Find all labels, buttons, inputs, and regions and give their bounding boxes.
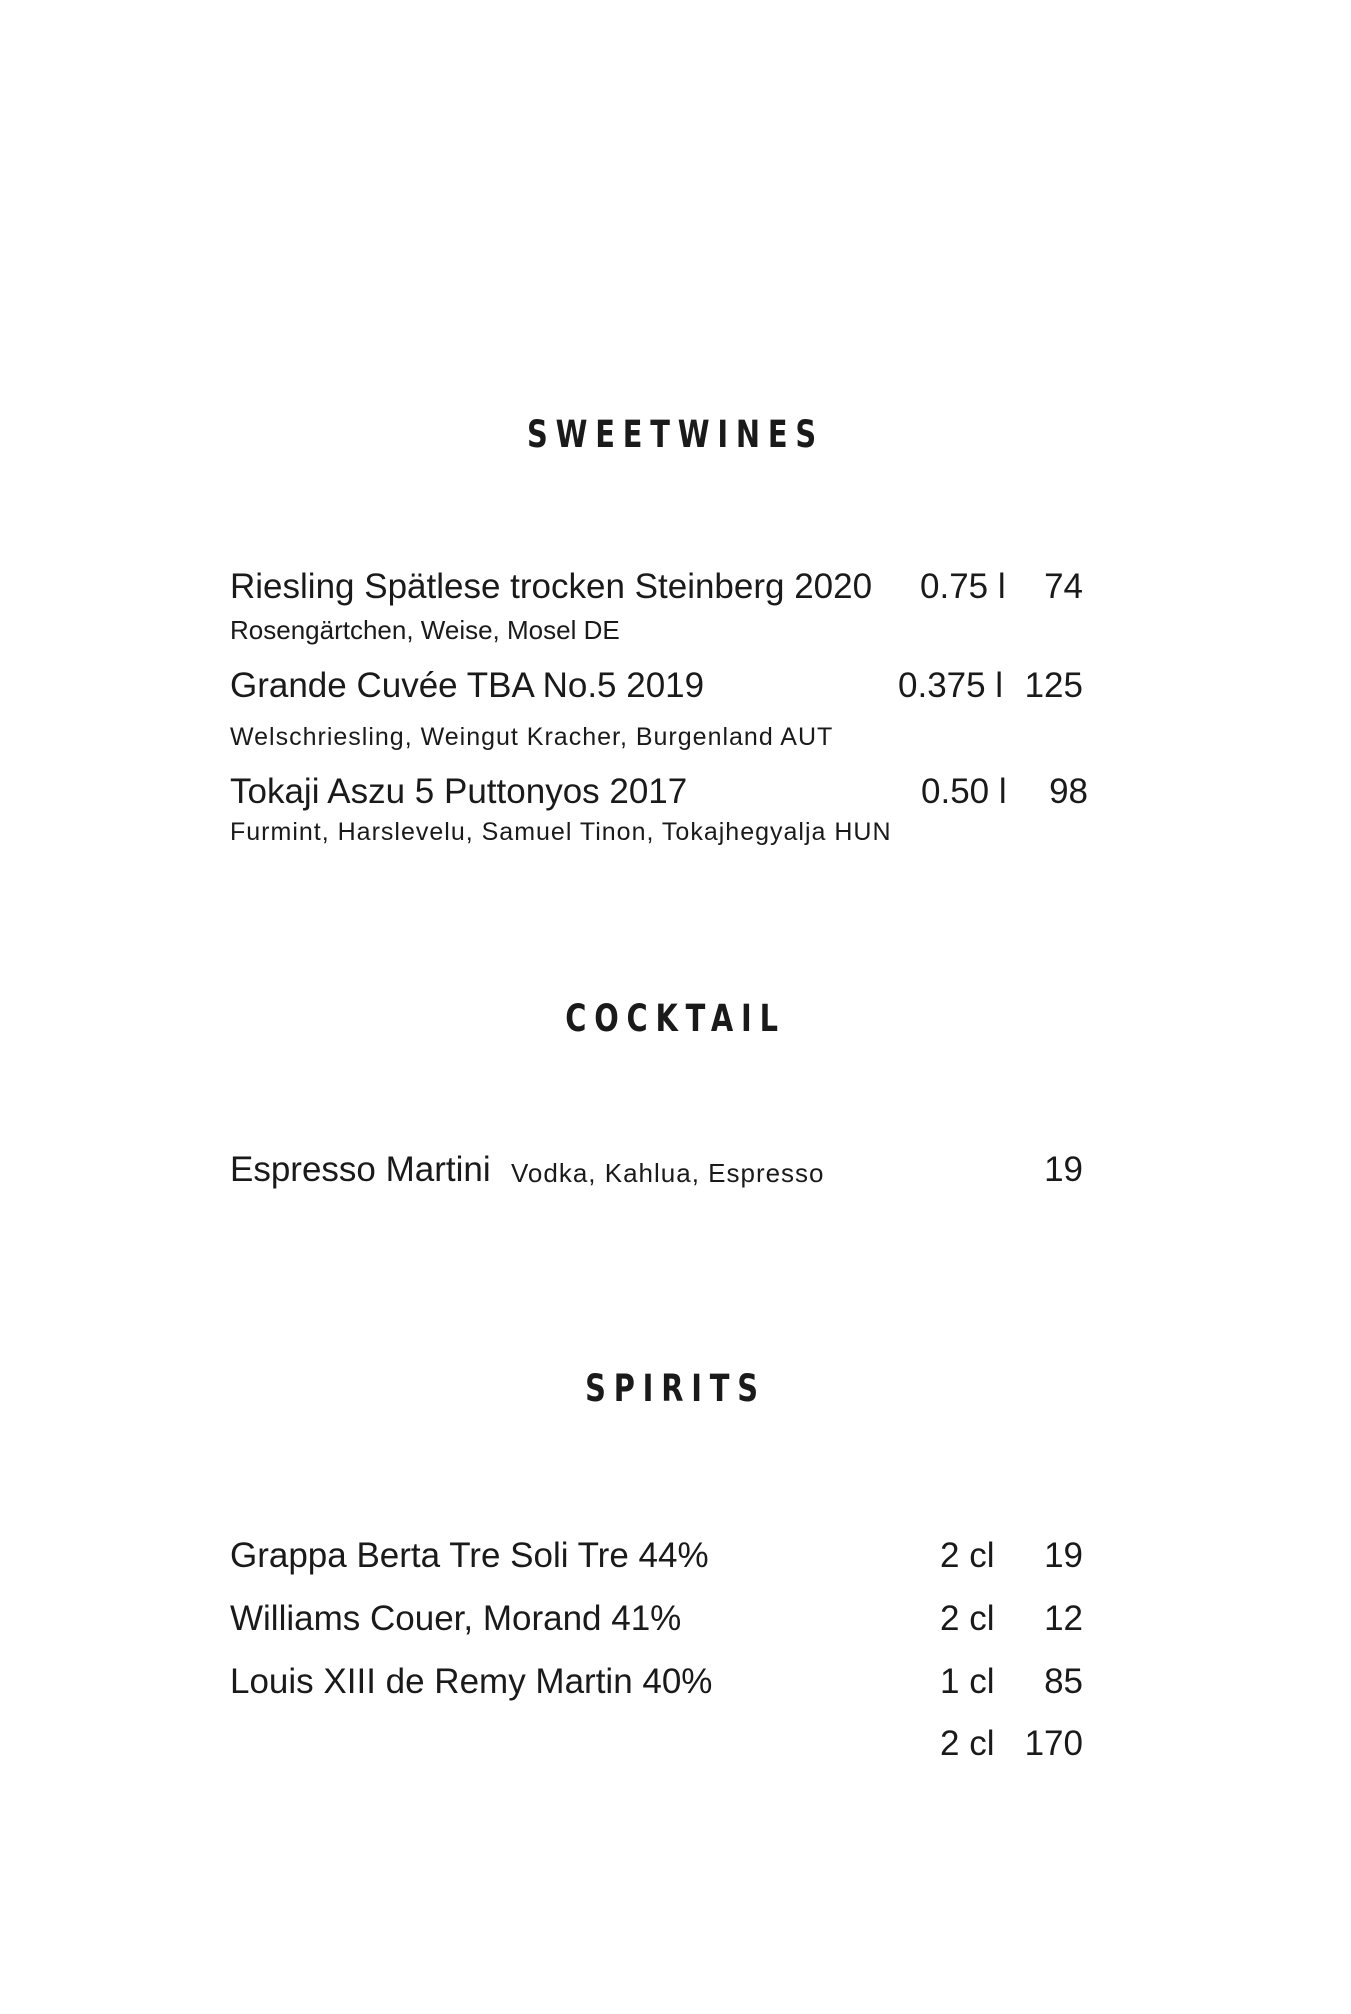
section-heading-spirits: SPIRITS	[585, 1367, 766, 1410]
item-name: Riesling Spätlese trocken Steinberg 2020	[230, 567, 873, 606]
item-description: Rosengärtchen, Weise, Mosel DE	[230, 615, 620, 645]
item-price: 125	[1024, 666, 1083, 705]
item-name: Louis XIII de Remy Martin 40%	[230, 1662, 713, 1701]
item-name: Tokaji Aszu 5 Puttonyos 2017	[230, 772, 688, 811]
item-price: 170	[1024, 1724, 1083, 1763]
item-name: Grappa Berta Tre Soli Tre 44%	[230, 1536, 709, 1575]
item-description: Furmint, Harslevelu, Samuel Tinon, Tokajhegyalja HUN	[230, 818, 892, 846]
item-volume: 1 cl	[940, 1662, 995, 1701]
section-heading-sweetwines: SWEETWINES	[527, 413, 824, 456]
item-price: 19	[1044, 1150, 1083, 1189]
item-name: Williams Couer, Morand 41%	[230, 1599, 682, 1638]
item-volume: 2 cl	[940, 1536, 995, 1575]
item-price: 74	[1044, 567, 1083, 606]
item-volume: 0.50 l	[921, 772, 1007, 811]
item-description: Welschriesling, Weingut Kracher, Burgenland AUT	[230, 723, 834, 751]
item-name: Espresso Martini	[230, 1150, 491, 1189]
item-volume: 0.75 l	[920, 567, 1006, 606]
item-volume: 0.375 l	[898, 666, 1004, 705]
item-volume: 2 cl	[940, 1724, 995, 1763]
item-volume: 2 cl	[940, 1599, 995, 1638]
item-price: 98	[1049, 772, 1088, 811]
item-price: 85	[1044, 1662, 1083, 1701]
item-name: Grande Cuvée TBA No.5 2019	[230, 666, 705, 705]
item-price: 12	[1044, 1599, 1083, 1638]
item-description: Vodka, Kahlua, Espresso	[511, 1158, 825, 1188]
section-heading-cocktail: COCKTAIL	[565, 997, 786, 1040]
item-price: 19	[1044, 1536, 1083, 1575]
